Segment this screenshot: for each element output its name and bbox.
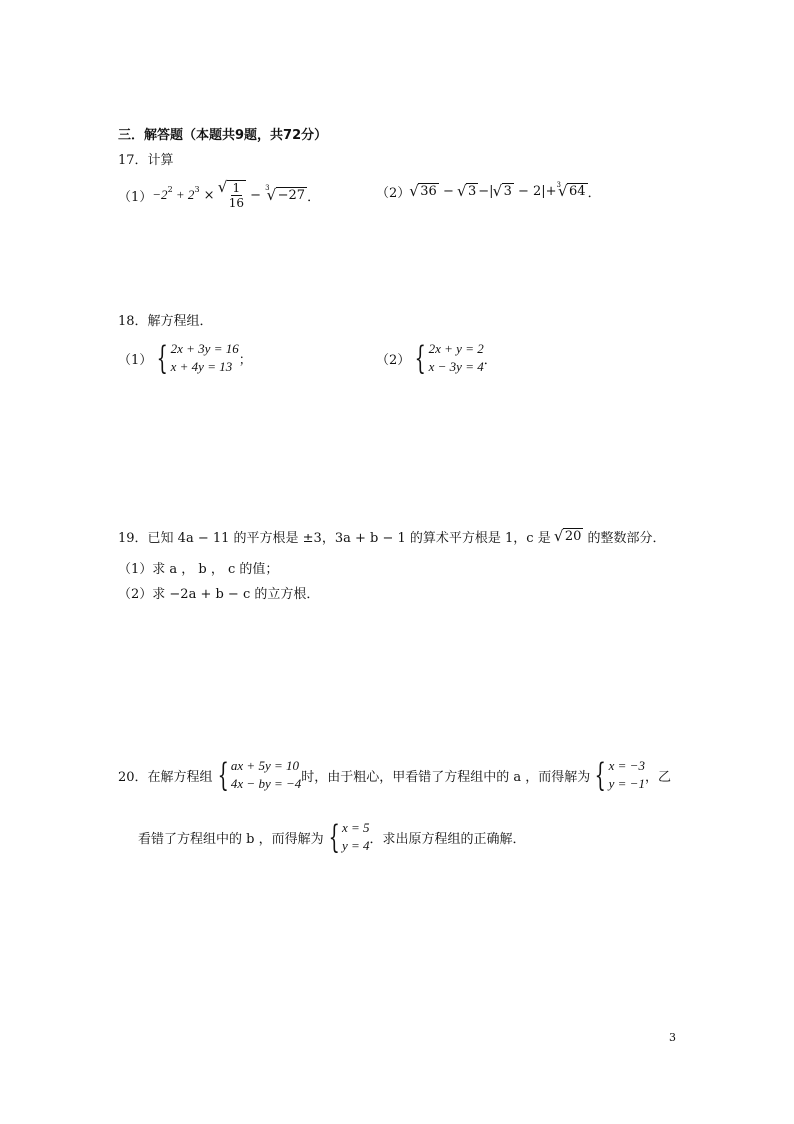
fraction-denominator: 16: [228, 196, 244, 210]
radicand: 20: [564, 529, 582, 544]
exponent: 2: [167, 184, 173, 194]
equation: 2x + y = 2: [428, 341, 484, 356]
square-root: [494, 184, 514, 199]
brace-icon: {: [594, 756, 607, 794]
sqrt-fraction: [219, 180, 246, 210]
radicand: 64: [569, 184, 586, 199]
operator: − 2|+: [513, 184, 557, 199]
end-mark: ；: [238, 352, 252, 368]
question-20-line-2: [138, 819, 526, 855]
radicand: 3: [503, 184, 512, 199]
operator: −|: [478, 184, 494, 199]
equation-system: [213, 757, 302, 793]
operator: −: [438, 184, 458, 199]
equation: 2x + 3y = 16: [170, 341, 239, 356]
end-mark: ．: [483, 352, 497, 368]
equation: x = −3: [608, 758, 645, 773]
square-root: [458, 184, 478, 199]
radicand: 36: [420, 184, 437, 199]
equation: x = 5: [341, 820, 370, 835]
question-17-part-2: [376, 182, 601, 201]
brace-icon: {: [414, 339, 427, 377]
stem-text: 时，由于粗心，甲看错了方程组中的 a ，而得解为: [301, 769, 591, 785]
stem-text: 19．已知 4a − 11 的平方根是 ±3，3a + b − 1 的算术平方根是 1，c 是: [118, 531, 555, 546]
stem-text: 的整数部分．: [583, 531, 666, 546]
question-19-part-1: （1）求 a ， b ， c 的值；: [118, 562, 279, 577]
square-root: [555, 529, 584, 544]
operator: −: [245, 187, 266, 203]
page-number: 3: [669, 1031, 676, 1044]
exponent: 3: [194, 184, 200, 194]
stem-text: 看错了方程组中的 b ，而得解为: [138, 831, 324, 847]
root-index: 3: [556, 180, 562, 189]
question-19-part-2: （2）求 −2a + b − c 的立方根．: [118, 587, 320, 602]
stem-text: ．求出原方程组的正确解．: [369, 831, 526, 847]
end-mark: ．: [587, 186, 601, 201]
equation: 4x − by = −4: [230, 776, 302, 791]
brace-icon: {: [328, 818, 340, 856]
equation: x − 3y = 4: [428, 359, 484, 374]
term: + 2: [172, 187, 195, 202]
question-18-label: 18．解方程组．: [118, 314, 213, 329]
question-18-part-1: [118, 340, 252, 376]
part-number: （1）: [118, 189, 153, 205]
equation: y = −1: [608, 776, 645, 791]
stem-text: ，乙: [644, 769, 671, 785]
question-20-line-1: [118, 757, 671, 793]
question-17-part-1: [118, 180, 320, 210]
term: −2: [152, 187, 168, 202]
cube-root: [559, 184, 588, 199]
square-root: [410, 184, 439, 199]
brace-icon: {: [217, 756, 229, 794]
cube-root: [268, 188, 307, 203]
equation-system: [410, 340, 483, 376]
question-17-label: 17．计算: [118, 153, 174, 168]
fraction-numerator: √ 1: [232, 181, 241, 195]
equation-system: [152, 340, 238, 376]
equation: x + 4y = 13: [170, 359, 233, 374]
question-19-stem: [118, 527, 666, 546]
section-title: 三．解答题（本题共9题，共72分）: [118, 128, 328, 143]
part-number: （2）: [376, 352, 411, 368]
part-number: （1）: [118, 352, 153, 368]
solution-system: [324, 819, 370, 855]
solution-system: [590, 757, 645, 793]
operator: ×: [199, 187, 219, 203]
root-index: 3: [265, 184, 270, 192]
equation: y = 4: [341, 838, 370, 853]
radicand: −27: [277, 187, 306, 203]
radicand: 3: [468, 184, 477, 199]
stem-text: 20．在解方程组: [118, 769, 213, 785]
part-number: （2）: [376, 186, 411, 201]
equation: ax + 5y = 10: [230, 758, 299, 773]
question-18-part-2: [376, 340, 497, 376]
brace-icon: {: [156, 339, 169, 377]
end-mark: ．: [307, 189, 321, 205]
